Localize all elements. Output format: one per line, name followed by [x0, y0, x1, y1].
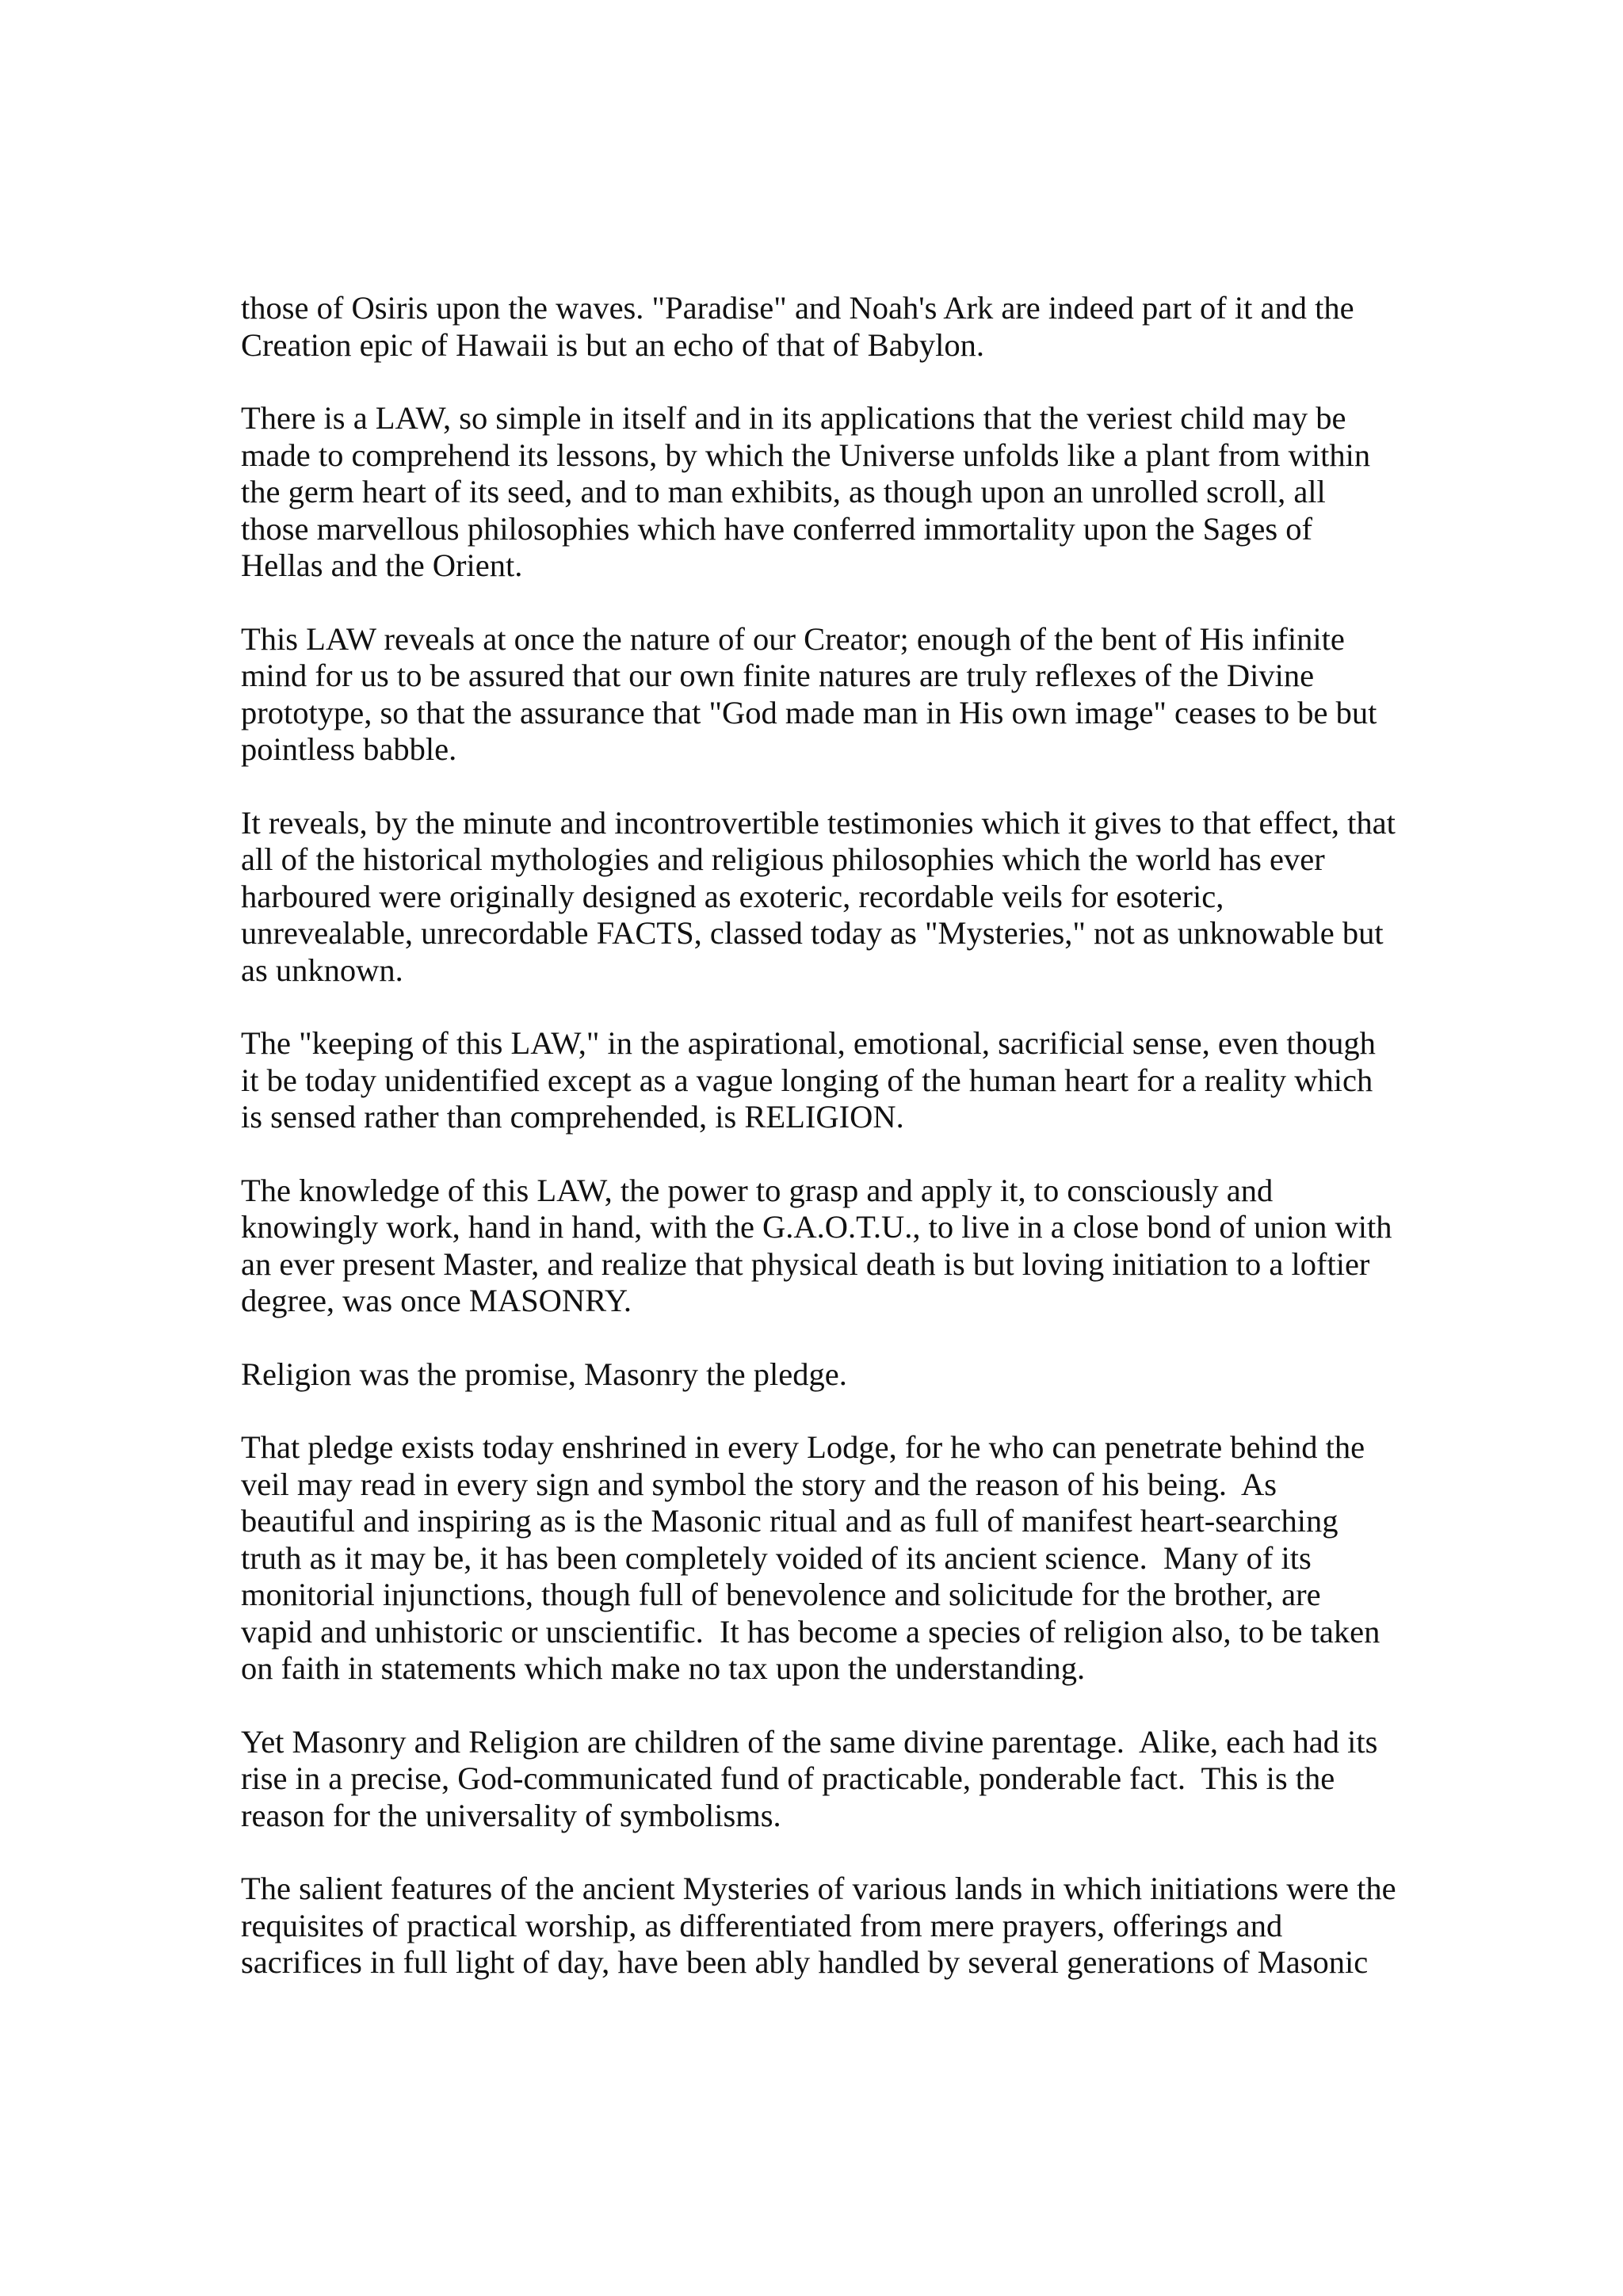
- text-line: Hellas and the Orient.: [241, 547, 523, 583]
- text-line: all of the historical mythologies and religious philosophies which the world has ever: [241, 841, 1325, 877]
- paragraph-4: [241, 805, 1414, 990]
- text-line: The knowledge of this LAW, the power to grasp and apply it, to consciously and: [241, 1172, 1274, 1208]
- text-line: It reveals, by the minute and incontrovertible testimonies which it gives to that effect, that: [241, 804, 1396, 841]
- text-line: Religion was the promise, Masonry the pledge.: [241, 1356, 847, 1392]
- paragraph-5: [241, 1025, 1414, 1136]
- text-line: degree, was once MASONRY.: [241, 1283, 632, 1318]
- text-line: those of Osiris upon the waves. "Paradise" and Noah's Ark are indeed part of it and the: [241, 290, 1354, 326]
- text-line: veil may read in every sign and symbol the story and the reason of his being. As: [241, 1466, 1277, 1502]
- text-line: mind for us to be assured that our own finite natures are truly reflexes of the Divine: [241, 658, 1315, 693]
- text-line: made to comprehend its lessons, by which the Universe unfolds like a plant from within: [241, 437, 1371, 473]
- paragraph-6: [241, 1173, 1414, 1320]
- text-line: it be today unidentified except as a vague longing of the human heart for a reality which: [241, 1062, 1373, 1098]
- text-line: is sensed rather than comprehended, is RELIGION.: [241, 1099, 904, 1135]
- text-line: unrevealable, unrecordable FACTS, classed today as "Mysteries," not as unknowable but: [241, 915, 1384, 951]
- paragraph-7: [241, 1356, 1414, 1394]
- text-line: truth as it may be, it has been completely voided of its ancient science. Many of its: [241, 1539, 1312, 1576]
- text-line: on faith in statements which make no tax upon the understanding.: [241, 1650, 1086, 1686]
- text-line: sacrifices in full light of day, have been ably handled by several generations of Masonic: [241, 1944, 1369, 1980]
- text-line: That pledge exists today enshrined in every Lodge, for he who can penetrate behind the: [241, 1429, 1365, 1465]
- text-line: the germ heart of its seed, and to man exhibits, as though upon an unrolled scroll, all: [241, 474, 1326, 509]
- text-line: Creation epic of Hawaii is but an echo of that of Babylon.: [241, 326, 984, 363]
- paragraph-9: [241, 1724, 1414, 1835]
- text-line: monitorial injunctions, though full of benevolence and solicitude for the brother, are: [241, 1577, 1321, 1612]
- text-line: those marvellous philosophies which have conferred immortality upon the Sages of: [241, 510, 1312, 547]
- text-line: harboured were originally designed as exoteric, recordable veils for esoteric,: [241, 878, 1224, 914]
- text-line: knowingly work, hand in hand, with the G.A.O.T.U., to live in a close bond of union with: [241, 1209, 1392, 1245]
- text-line: reason for the universality of symbolisms.: [241, 1797, 781, 1833]
- paragraph-10: [241, 1871, 1414, 1981]
- paragraph-2: [241, 400, 1414, 585]
- text-line: There is a LAW, so simple in itself and in its applications that the veriest child may be: [241, 400, 1346, 436]
- text-line: Yet Masonry and Religion are children of the same divine parentage. Alike, each had its: [241, 1723, 1378, 1760]
- text-line: The "keeping of this LAW," in the aspirational, emotional, sacrificial sense, even though: [241, 1025, 1376, 1061]
- paragraph-1: [241, 290, 1414, 364]
- text-line: beautiful and inspiring as is the Masonic ritual and as full of manifest heart-searching: [241, 1503, 1338, 1539]
- text-line: an ever present Master, and realize that physical death is but loving initiation to a loftier: [241, 1245, 1370, 1282]
- text-line: pointless babble.: [241, 731, 457, 767]
- text-line: The salient features of the ancient Mysteries of various lands in which initiations were the: [241, 1871, 1396, 1906]
- text-line: This LAW reveals at once the nature of our Creator; enough of the bent of His infinite: [241, 620, 1345, 657]
- text-line: prototype, so that the assurance that "God made man in His own image" ceases to be but: [241, 694, 1377, 730]
- paragraph-8: [241, 1429, 1414, 1688]
- text-line: as unknown.: [241, 952, 403, 988]
- text-line: vapid and unhistoric or unscientific. It has become a species of religion also, to be taken: [241, 1613, 1381, 1650]
- text-line: requisites of practical worship, as differentiated from mere prayers, offerings and: [241, 1907, 1283, 1943]
- text-line: rise in a precise, God-communicated fund of practicable, ponderable fact. This is the: [241, 1760, 1335, 1796]
- document-body: [241, 290, 1414, 2018]
- paragraph-3: [241, 621, 1414, 769]
